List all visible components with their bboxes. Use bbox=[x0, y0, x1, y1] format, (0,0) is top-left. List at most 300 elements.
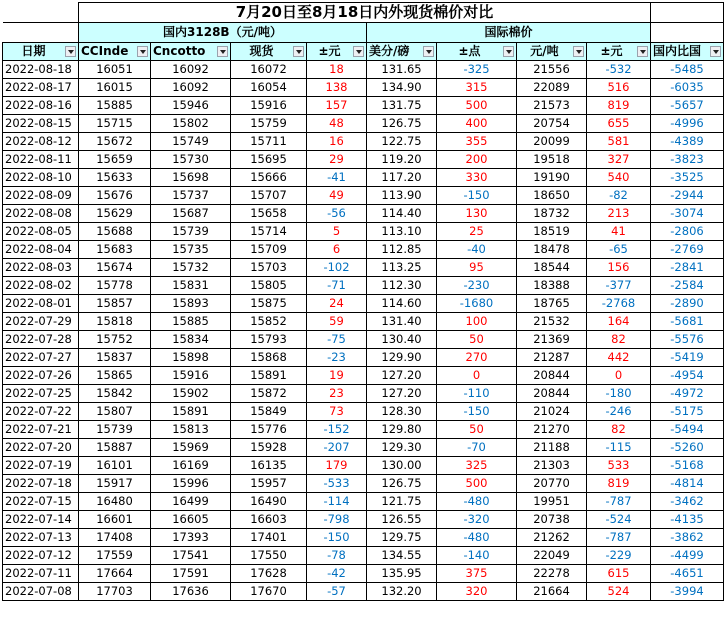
cell-cncotton[interactable]: 15749 bbox=[151, 133, 231, 151]
cell-chg-points[interactable]: 315 bbox=[437, 79, 517, 97]
cell-ccindex[interactable]: 16601 bbox=[79, 511, 151, 529]
cell-date[interactable]: 2022-08-11 bbox=[3, 151, 79, 169]
cell-date[interactable]: 2022-07-14 bbox=[3, 511, 79, 529]
cell-date[interactable]: 2022-07-12 bbox=[3, 547, 79, 565]
cell-chg-cny-intl[interactable]: -180 bbox=[587, 385, 651, 403]
cell-usc-lb[interactable]: 129.75 bbox=[367, 529, 437, 547]
cell-ccindex[interactable]: 15865 bbox=[79, 367, 151, 385]
cell-spread[interactable]: -2841 bbox=[651, 259, 724, 277]
cell-cny-ton[interactable]: 21573 bbox=[517, 97, 587, 115]
cell-chg-cny[interactable]: 179 bbox=[307, 457, 367, 475]
cell-usc-lb[interactable]: 126.75 bbox=[367, 115, 437, 133]
filter-dropdown-icon[interactable] bbox=[503, 46, 514, 57]
cell-date[interactable]: 2022-07-26 bbox=[3, 367, 79, 385]
cell-chg-cny[interactable]: 48 bbox=[307, 115, 367, 133]
cell-usc-lb[interactable]: 113.10 bbox=[367, 223, 437, 241]
cell-spread[interactable]: -3074 bbox=[651, 205, 724, 223]
cell-chg-cny-intl[interactable]: 655 bbox=[587, 115, 651, 133]
cell-date[interactable]: 2022-08-05 bbox=[3, 223, 79, 241]
cell-cncotton[interactable]: 15902 bbox=[151, 385, 231, 403]
cell-spot[interactable]: 15776 bbox=[231, 421, 307, 439]
cell-chg-points[interactable]: 25 bbox=[437, 223, 517, 241]
cell-usc-lb[interactable]: 132.20 bbox=[367, 583, 437, 601]
cell-spread[interactable]: -4814 bbox=[651, 475, 724, 493]
cell-ccindex[interactable]: 16051 bbox=[79, 61, 151, 79]
cell-ccindex[interactable]: 15739 bbox=[79, 421, 151, 439]
cell-cny-ton[interactable]: 21369 bbox=[517, 331, 587, 349]
cell-usc-lb[interactable]: 126.55 bbox=[367, 511, 437, 529]
cell-chg-cny[interactable]: 73 bbox=[307, 403, 367, 421]
cell-chg-cny[interactable]: -71 bbox=[307, 277, 367, 295]
cell-spot[interactable]: 16490 bbox=[231, 493, 307, 511]
cell-chg-cny-intl[interactable]: -82 bbox=[587, 187, 651, 205]
cell-ccindex[interactable]: 15688 bbox=[79, 223, 151, 241]
cell-spot[interactable]: 16135 bbox=[231, 457, 307, 475]
cell-cny-ton[interactable]: 22089 bbox=[517, 79, 587, 97]
cell-chg-cny[interactable]: -207 bbox=[307, 439, 367, 457]
cell-cncotton[interactable]: 16499 bbox=[151, 493, 231, 511]
cell-cny-ton[interactable]: 19518 bbox=[517, 151, 587, 169]
filter-dropdown-icon[interactable] bbox=[573, 46, 584, 57]
cell-spread[interactable]: -4389 bbox=[651, 133, 724, 151]
header-spot[interactable]: 现货 bbox=[231, 43, 307, 61]
cell-usc-lb[interactable]: 129.30 bbox=[367, 439, 437, 457]
cell-cny-ton[interactable]: 21532 bbox=[517, 313, 587, 331]
cell-cny-ton[interactable]: 21188 bbox=[517, 439, 587, 457]
cell-spot[interactable]: 15849 bbox=[231, 403, 307, 421]
cell-spot[interactable]: 15709 bbox=[231, 241, 307, 259]
filter-dropdown-icon[interactable] bbox=[65, 46, 76, 57]
cell-chg-cny-intl[interactable]: -115 bbox=[587, 439, 651, 457]
cell-cny-ton[interactable]: 21024 bbox=[517, 403, 587, 421]
cell-chg-points[interactable]: 375 bbox=[437, 565, 517, 583]
header-cny-ton[interactable]: 元/吨 bbox=[517, 43, 587, 61]
filter-dropdown-icon[interactable] bbox=[137, 46, 148, 57]
cell-ccindex[interactable]: 15857 bbox=[79, 295, 151, 313]
cell-cncotton[interactable]: 15885 bbox=[151, 313, 231, 331]
cell-spread[interactable]: -3862 bbox=[651, 529, 724, 547]
cell-cny-ton[interactable]: 21303 bbox=[517, 457, 587, 475]
cell-date[interactable]: 2022-08-09 bbox=[3, 187, 79, 205]
cell-ccindex[interactable]: 15818 bbox=[79, 313, 151, 331]
cell-cny-ton[interactable]: 18732 bbox=[517, 205, 587, 223]
cell-chg-cny-intl[interactable]: 0 bbox=[587, 367, 651, 385]
cell-usc-lb[interactable]: 119.20 bbox=[367, 151, 437, 169]
cell-chg-cny-intl[interactable]: 581 bbox=[587, 133, 651, 151]
cell-date[interactable]: 2022-07-11 bbox=[3, 565, 79, 583]
cell-cncotton[interactable]: 15698 bbox=[151, 169, 231, 187]
cell-cny-ton[interactable]: 21262 bbox=[517, 529, 587, 547]
cell-chg-cny-intl[interactable]: 615 bbox=[587, 565, 651, 583]
cell-ccindex[interactable]: 15837 bbox=[79, 349, 151, 367]
cell-chg-cny[interactable]: 24 bbox=[307, 295, 367, 313]
cell-usc-lb[interactable]: 122.75 bbox=[367, 133, 437, 151]
cell-date[interactable]: 2022-08-15 bbox=[3, 115, 79, 133]
cell-date[interactable]: 2022-07-29 bbox=[3, 313, 79, 331]
cell-cncotton[interactable]: 16092 bbox=[151, 79, 231, 97]
cell-spread[interactable]: -4499 bbox=[651, 547, 724, 565]
cell-spread[interactable]: -4954 bbox=[651, 367, 724, 385]
cell-chg-cny[interactable]: -78 bbox=[307, 547, 367, 565]
cell-chg-cny-intl[interactable]: 533 bbox=[587, 457, 651, 475]
cell-spread[interactable]: -4135 bbox=[651, 511, 724, 529]
cell-spread[interactable]: -6035 bbox=[651, 79, 724, 97]
cell-spread[interactable]: -5485 bbox=[651, 61, 724, 79]
cell-spot[interactable]: 15916 bbox=[231, 97, 307, 115]
cell-usc-lb[interactable]: 127.20 bbox=[367, 385, 437, 403]
cell-ccindex[interactable]: 15633 bbox=[79, 169, 151, 187]
cell-usc-lb[interactable]: 121.75 bbox=[367, 493, 437, 511]
cell-ccindex[interactable]: 15659 bbox=[79, 151, 151, 169]
cell-chg-cny-intl[interactable]: -2768 bbox=[587, 295, 651, 313]
cell-chg-cny-intl[interactable]: -532 bbox=[587, 61, 651, 79]
cell-spread[interactable]: -5576 bbox=[651, 331, 724, 349]
cell-chg-cny[interactable]: 5 bbox=[307, 223, 367, 241]
cell-date[interactable]: 2022-08-02 bbox=[3, 277, 79, 295]
cell-ccindex[interactable]: 17408 bbox=[79, 529, 151, 547]
cell-chg-cny[interactable]: 59 bbox=[307, 313, 367, 331]
header-ccindex[interactable]: CCInde bbox=[79, 43, 151, 61]
cell-spread[interactable]: -2584 bbox=[651, 277, 724, 295]
cell-cny-ton[interactable]: 20754 bbox=[517, 115, 587, 133]
cell-spread[interactable]: -5260 bbox=[651, 439, 724, 457]
cell-cny-ton[interactable]: 20844 bbox=[517, 385, 587, 403]
cell-chg-cny-intl[interactable]: -229 bbox=[587, 547, 651, 565]
cell-chg-points[interactable]: 0 bbox=[437, 367, 517, 385]
cell-usc-lb[interactable]: 129.80 bbox=[367, 421, 437, 439]
cell-ccindex[interactable]: 15887 bbox=[79, 439, 151, 457]
cell-chg-points[interactable]: 500 bbox=[437, 97, 517, 115]
cell-spot[interactable]: 15805 bbox=[231, 277, 307, 295]
cell-cny-ton[interactable]: 21270 bbox=[517, 421, 587, 439]
cell-spot[interactable]: 15707 bbox=[231, 187, 307, 205]
filter-dropdown-icon[interactable] bbox=[637, 46, 648, 57]
cell-cny-ton[interactable]: 20844 bbox=[517, 367, 587, 385]
cell-chg-cny[interactable]: -798 bbox=[307, 511, 367, 529]
header-change-cny[interactable]: ±元 bbox=[307, 43, 367, 61]
cell-chg-points[interactable]: 500 bbox=[437, 475, 517, 493]
cell-chg-cny[interactable]: 23 bbox=[307, 385, 367, 403]
cell-date[interactable]: 2022-08-04 bbox=[3, 241, 79, 259]
cell-chg-points[interactable]: 100 bbox=[437, 313, 517, 331]
cell-date[interactable]: 2022-07-20 bbox=[3, 439, 79, 457]
cell-chg-cny-intl[interactable]: 82 bbox=[587, 421, 651, 439]
filter-dropdown-icon[interactable] bbox=[217, 46, 228, 57]
cell-chg-points[interactable]: 50 bbox=[437, 331, 517, 349]
cell-chg-cny-intl[interactable]: -246 bbox=[587, 403, 651, 421]
cell-spot[interactable]: 15759 bbox=[231, 115, 307, 133]
cell-chg-cny-intl[interactable]: 819 bbox=[587, 97, 651, 115]
cell-ccindex[interactable]: 15842 bbox=[79, 385, 151, 403]
cell-ccindex[interactable]: 15778 bbox=[79, 277, 151, 295]
cell-chg-points[interactable]: -150 bbox=[437, 403, 517, 421]
cell-cny-ton[interactable]: 18650 bbox=[517, 187, 587, 205]
cell-chg-points[interactable]: 355 bbox=[437, 133, 517, 151]
cell-date[interactable]: 2022-08-10 bbox=[3, 169, 79, 187]
cell-chg-points[interactable]: 200 bbox=[437, 151, 517, 169]
cell-cny-ton[interactable]: 20738 bbox=[517, 511, 587, 529]
cell-chg-points[interactable]: -1680 bbox=[437, 295, 517, 313]
cell-cny-ton[interactable]: 21664 bbox=[517, 583, 587, 601]
cell-usc-lb[interactable]: 112.30 bbox=[367, 277, 437, 295]
cell-spread[interactable]: -2806 bbox=[651, 223, 724, 241]
cell-chg-cny[interactable]: -114 bbox=[307, 493, 367, 511]
cell-cncotton[interactable]: 15802 bbox=[151, 115, 231, 133]
header-change-points[interactable]: ±点 bbox=[437, 43, 517, 61]
cell-chg-cny-intl[interactable]: 442 bbox=[587, 349, 651, 367]
cell-spot[interactable]: 16054 bbox=[231, 79, 307, 97]
cell-usc-lb[interactable]: 114.60 bbox=[367, 295, 437, 313]
cell-cncotton[interactable]: 15737 bbox=[151, 187, 231, 205]
cell-date[interactable]: 2022-08-17 bbox=[3, 79, 79, 97]
cell-cny-ton[interactable]: 18519 bbox=[517, 223, 587, 241]
cell-usc-lb[interactable]: 114.40 bbox=[367, 205, 437, 223]
cell-ccindex[interactable]: 15807 bbox=[79, 403, 151, 421]
cell-date[interactable]: 2022-07-19 bbox=[3, 457, 79, 475]
cell-date[interactable]: 2022-07-22 bbox=[3, 403, 79, 421]
cell-chg-cny[interactable]: 49 bbox=[307, 187, 367, 205]
cell-spot[interactable]: 17628 bbox=[231, 565, 307, 583]
cell-usc-lb[interactable]: 129.90 bbox=[367, 349, 437, 367]
cell-cncotton[interactable]: 16605 bbox=[151, 511, 231, 529]
cell-spot[interactable]: 15695 bbox=[231, 151, 307, 169]
cell-ccindex[interactable]: 15683 bbox=[79, 241, 151, 259]
cell-spread[interactable]: -4972 bbox=[651, 385, 724, 403]
cell-cncotton[interactable]: 15969 bbox=[151, 439, 231, 457]
cell-chg-cny-intl[interactable]: 516 bbox=[587, 79, 651, 97]
cell-cncotton[interactable]: 15834 bbox=[151, 331, 231, 349]
cell-cny-ton[interactable]: 21287 bbox=[517, 349, 587, 367]
header-spread[interactable]: 国内比国 bbox=[651, 43, 724, 61]
cell-chg-cny-intl[interactable]: 213 bbox=[587, 205, 651, 223]
cell-cncotton[interactable]: 15732 bbox=[151, 259, 231, 277]
cell-chg-points[interactable]: 50 bbox=[437, 421, 517, 439]
cell-ccindex[interactable]: 15715 bbox=[79, 115, 151, 133]
cell-cny-ton[interactable]: 18765 bbox=[517, 295, 587, 313]
cell-spread[interactable]: -3525 bbox=[651, 169, 724, 187]
cell-spread[interactable]: -5175 bbox=[651, 403, 724, 421]
cell-date[interactable]: 2022-07-15 bbox=[3, 493, 79, 511]
cell-spread[interactable]: -5168 bbox=[651, 457, 724, 475]
cell-cncotton[interactable]: 15730 bbox=[151, 151, 231, 169]
cell-spread[interactable]: -5494 bbox=[651, 421, 724, 439]
cell-spot[interactable]: 16603 bbox=[231, 511, 307, 529]
cell-spread[interactable]: -5419 bbox=[651, 349, 724, 367]
filter-dropdown-icon[interactable] bbox=[353, 46, 364, 57]
cell-date[interactable]: 2022-08-12 bbox=[3, 133, 79, 151]
cell-chg-cny-intl[interactable]: 540 bbox=[587, 169, 651, 187]
cell-cncotton[interactable]: 17393 bbox=[151, 529, 231, 547]
cell-usc-lb[interactable]: 130.00 bbox=[367, 457, 437, 475]
cell-spot[interactable]: 15872 bbox=[231, 385, 307, 403]
cell-cny-ton[interactable]: 22278 bbox=[517, 565, 587, 583]
cell-chg-points[interactable]: -140 bbox=[437, 547, 517, 565]
cell-cncotton[interactable]: 15813 bbox=[151, 421, 231, 439]
header-change-cny-intl[interactable]: ±元 bbox=[587, 43, 651, 61]
cell-chg-cny[interactable]: -152 bbox=[307, 421, 367, 439]
cell-date[interactable]: 2022-07-27 bbox=[3, 349, 79, 367]
cell-spot[interactable]: 15852 bbox=[231, 313, 307, 331]
cell-cncotton[interactable]: 16092 bbox=[151, 61, 231, 79]
cell-spread[interactable]: -2769 bbox=[651, 241, 724, 259]
cell-chg-cny[interactable]: 157 bbox=[307, 97, 367, 115]
cell-cncotton[interactable]: 15687 bbox=[151, 205, 231, 223]
cell-usc-lb[interactable]: 126.75 bbox=[367, 475, 437, 493]
cell-cncotton[interactable]: 15831 bbox=[151, 277, 231, 295]
cell-chg-points[interactable]: -40 bbox=[437, 241, 517, 259]
cell-chg-points[interactable]: 325 bbox=[437, 457, 517, 475]
cell-chg-points[interactable]: 270 bbox=[437, 349, 517, 367]
cell-spot[interactable]: 15875 bbox=[231, 295, 307, 313]
cell-chg-cny[interactable]: -56 bbox=[307, 205, 367, 223]
header-date[interactable]: 日期 bbox=[3, 43, 79, 61]
cell-cncotton[interactable]: 15891 bbox=[151, 403, 231, 421]
cell-date[interactable]: 2022-08-18 bbox=[3, 61, 79, 79]
cell-usc-lb[interactable]: 131.65 bbox=[367, 61, 437, 79]
cell-chg-cny-intl[interactable]: -524 bbox=[587, 511, 651, 529]
filter-dropdown-icon[interactable] bbox=[423, 46, 434, 57]
cell-cncotton[interactable]: 17636 bbox=[151, 583, 231, 601]
header-usc-lb[interactable]: 美分/磅 bbox=[367, 43, 437, 61]
cell-chg-cny[interactable]: 6 bbox=[307, 241, 367, 259]
cell-chg-points[interactable]: -480 bbox=[437, 493, 517, 511]
cell-spot[interactable]: 15957 bbox=[231, 475, 307, 493]
cell-chg-points[interactable]: -480 bbox=[437, 529, 517, 547]
cell-spot[interactable]: 15658 bbox=[231, 205, 307, 223]
cell-usc-lb[interactable]: 127.20 bbox=[367, 367, 437, 385]
cell-chg-cny-intl[interactable]: -377 bbox=[587, 277, 651, 295]
cell-cny-ton[interactable]: 19951 bbox=[517, 493, 587, 511]
cell-chg-points[interactable]: -150 bbox=[437, 187, 517, 205]
cell-usc-lb[interactable]: 128.30 bbox=[367, 403, 437, 421]
cell-date[interactable]: 2022-07-08 bbox=[3, 583, 79, 601]
cell-spot[interactable]: 15928 bbox=[231, 439, 307, 457]
cell-chg-points[interactable]: -230 bbox=[437, 277, 517, 295]
cell-chg-points[interactable]: -320 bbox=[437, 511, 517, 529]
cell-chg-cny-intl[interactable]: -787 bbox=[587, 493, 651, 511]
cell-cncotton[interactable]: 15735 bbox=[151, 241, 231, 259]
cell-chg-cny[interactable]: -23 bbox=[307, 349, 367, 367]
cell-chg-cny[interactable]: 18 bbox=[307, 61, 367, 79]
cell-spot[interactable]: 15868 bbox=[231, 349, 307, 367]
cell-ccindex[interactable]: 17703 bbox=[79, 583, 151, 601]
cell-chg-cny[interactable]: -150 bbox=[307, 529, 367, 547]
cell-chg-cny[interactable]: -102 bbox=[307, 259, 367, 277]
cell-chg-points[interactable]: 130 bbox=[437, 205, 517, 223]
cell-spread[interactable]: -2890 bbox=[651, 295, 724, 313]
cell-spread[interactable]: -3462 bbox=[651, 493, 724, 511]
cell-cny-ton[interactable]: 20099 bbox=[517, 133, 587, 151]
cell-spot[interactable]: 17550 bbox=[231, 547, 307, 565]
cell-chg-cny-intl[interactable]: 524 bbox=[587, 583, 651, 601]
cell-usc-lb[interactable]: 131.75 bbox=[367, 97, 437, 115]
cell-chg-points[interactable]: -325 bbox=[437, 61, 517, 79]
cell-usc-lb[interactable]: 135.95 bbox=[367, 565, 437, 583]
cell-date[interactable]: 2022-08-08 bbox=[3, 205, 79, 223]
cell-chg-cny[interactable]: -41 bbox=[307, 169, 367, 187]
cell-chg-cny[interactable]: -75 bbox=[307, 331, 367, 349]
cell-ccindex[interactable]: 15676 bbox=[79, 187, 151, 205]
header-cncotton[interactable]: Cncotto bbox=[151, 43, 231, 61]
cell-chg-points[interactable]: 95 bbox=[437, 259, 517, 277]
cell-chg-cny[interactable]: -533 bbox=[307, 475, 367, 493]
cell-ccindex[interactable]: 16480 bbox=[79, 493, 151, 511]
cell-chg-cny-intl[interactable]: 327 bbox=[587, 151, 651, 169]
cell-chg-cny[interactable]: 138 bbox=[307, 79, 367, 97]
cell-chg-cny-intl[interactable]: 82 bbox=[587, 331, 651, 349]
cell-usc-lb[interactable]: 113.90 bbox=[367, 187, 437, 205]
cell-spread[interactable]: -5681 bbox=[651, 313, 724, 331]
cell-spread[interactable]: -4996 bbox=[651, 115, 724, 133]
cell-ccindex[interactable]: 17664 bbox=[79, 565, 151, 583]
cell-spot[interactable]: 15891 bbox=[231, 367, 307, 385]
cell-usc-lb[interactable]: 131.40 bbox=[367, 313, 437, 331]
filter-dropdown-icon[interactable] bbox=[710, 46, 721, 57]
cell-chg-points[interactable]: 400 bbox=[437, 115, 517, 133]
cell-usc-lb[interactable]: 134.90 bbox=[367, 79, 437, 97]
cell-chg-points[interactable]: 320 bbox=[437, 583, 517, 601]
cell-date[interactable]: 2022-07-21 bbox=[3, 421, 79, 439]
cell-spread[interactable]: -3823 bbox=[651, 151, 724, 169]
cell-chg-cny-intl[interactable]: -787 bbox=[587, 529, 651, 547]
cell-date[interactable]: 2022-07-13 bbox=[3, 529, 79, 547]
cell-usc-lb[interactable]: 112.85 bbox=[367, 241, 437, 259]
cell-chg-points[interactable]: -70 bbox=[437, 439, 517, 457]
cell-chg-points[interactable]: 330 bbox=[437, 169, 517, 187]
cell-spot[interactable]: 15793 bbox=[231, 331, 307, 349]
cell-cny-ton[interactable]: 19190 bbox=[517, 169, 587, 187]
cell-spot[interactable]: 16072 bbox=[231, 61, 307, 79]
cell-spot[interactable]: 15714 bbox=[231, 223, 307, 241]
cell-cncotton[interactable]: 17591 bbox=[151, 565, 231, 583]
cell-cny-ton[interactable]: 22049 bbox=[517, 547, 587, 565]
cell-ccindex[interactable]: 15917 bbox=[79, 475, 151, 493]
cell-cncotton[interactable]: 15898 bbox=[151, 349, 231, 367]
cell-date[interactable]: 2022-08-01 bbox=[3, 295, 79, 313]
cell-cncotton[interactable]: 15739 bbox=[151, 223, 231, 241]
cell-spot[interactable]: 15666 bbox=[231, 169, 307, 187]
cell-cny-ton[interactable]: 18478 bbox=[517, 241, 587, 259]
cell-spread[interactable]: -2944 bbox=[651, 187, 724, 205]
cell-cncotton[interactable]: 17541 bbox=[151, 547, 231, 565]
cell-chg-points[interactable]: -110 bbox=[437, 385, 517, 403]
cell-date[interactable]: 2022-07-28 bbox=[3, 331, 79, 349]
cell-chg-cny[interactable]: -42 bbox=[307, 565, 367, 583]
cell-date[interactable]: 2022-07-18 bbox=[3, 475, 79, 493]
cell-chg-cny[interactable]: 19 bbox=[307, 367, 367, 385]
cell-cny-ton[interactable]: 20770 bbox=[517, 475, 587, 493]
cell-chg-cny-intl[interactable]: 819 bbox=[587, 475, 651, 493]
cell-cny-ton[interactable]: 18544 bbox=[517, 259, 587, 277]
cell-chg-cny-intl[interactable]: 164 bbox=[587, 313, 651, 331]
cell-chg-cny[interactable]: -57 bbox=[307, 583, 367, 601]
cell-cncotton[interactable]: 15893 bbox=[151, 295, 231, 313]
cell-cncotton[interactable]: 15946 bbox=[151, 97, 231, 115]
cell-ccindex[interactable]: 16101 bbox=[79, 457, 151, 475]
cell-spot[interactable]: 15711 bbox=[231, 133, 307, 151]
cell-date[interactable]: 2022-08-03 bbox=[3, 259, 79, 277]
cell-chg-cny-intl[interactable]: 41 bbox=[587, 223, 651, 241]
cell-usc-lb[interactable]: 113.25 bbox=[367, 259, 437, 277]
cell-spot[interactable]: 15703 bbox=[231, 259, 307, 277]
cell-cny-ton[interactable]: 18388 bbox=[517, 277, 587, 295]
cell-chg-cny-intl[interactable]: 156 bbox=[587, 259, 651, 277]
cell-ccindex[interactable]: 15752 bbox=[79, 331, 151, 349]
cell-spread[interactable]: -4651 bbox=[651, 565, 724, 583]
cell-ccindex[interactable]: 15674 bbox=[79, 259, 151, 277]
cell-ccindex[interactable]: 16015 bbox=[79, 79, 151, 97]
cell-usc-lb[interactable]: 134.55 bbox=[367, 547, 437, 565]
